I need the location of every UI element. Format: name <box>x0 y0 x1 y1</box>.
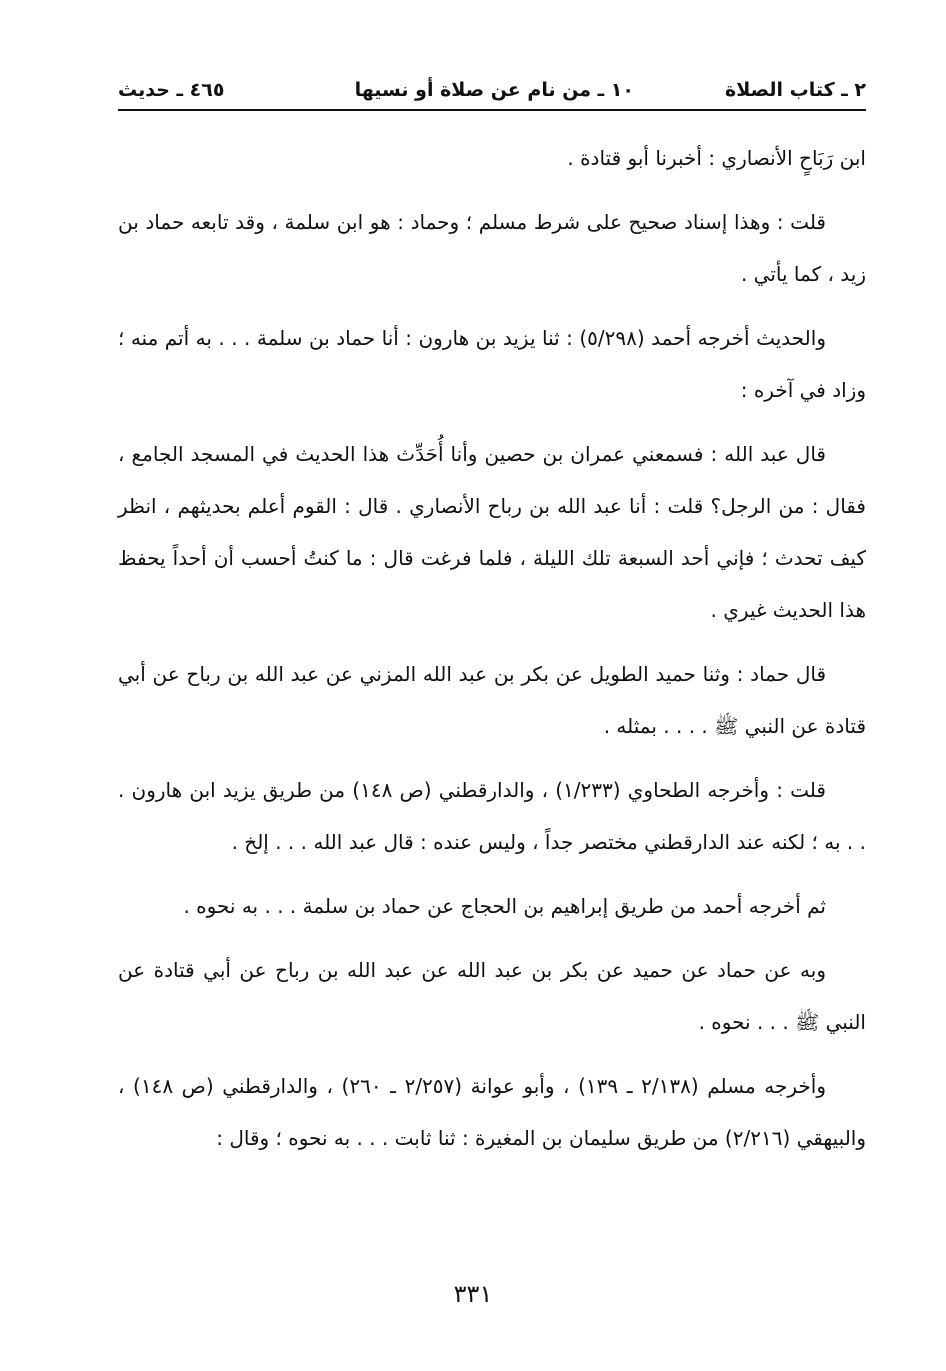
header-chapter: ٢ ـ كتاب الصلاة <box>725 79 866 101</box>
paragraph: قال عبد الله : فسمعني عمران بن حصين وأنا أُحَدِّث هذا الحديث في المسجد الجامع ، فقال : من الرجل؟ قلت : أنا عبد الله بن رباح الأنصاري . قال : القوم أعلم بحديثهم ، انظر كيف تحدث ؛ فإني أحد السبعة تلك الليلة ، فلما فرغت قال : ما كنتُ أحسب أن أحداً يحفظ هذا الحديث غيري . <box>118 442 866 622</box>
paragraph: وأخرجه مسلم (٢/١٣٨ ـ ١٣٩) ، وأبو عوانة (٢/٢٥٧ ـ ٢٦٠) ، والدارقطني (ص ١٤٨) ، والبيهقي (٢/٢١٦) من طريق سليمان بن المغيرة : ثنا ثابت . . . به نحوه ؛ وقال : <box>118 1074 866 1150</box>
paragraph: قلت : وهذا إسناد صحيح على شرط مسلم ؛ وحماد : هو ابن سلمة ، وقد تابعه حماد بن زيد ، كما يأتي . <box>118 210 866 286</box>
header-section: ١٠ ـ من نام عن صلاة أو نسيها <box>354 79 634 101</box>
page-number: ٣٣١ <box>453 1280 493 1308</box>
paragraph: ابن رَبَاحٍ الأنصاري : أخبرنا أبو قتادة . <box>567 146 866 170</box>
main-text <box>118 132 866 1176</box>
paragraph: قال حماد : وثنا حميد الطويل عن بكر بن عبد الله المزني عن عبد الله بن رباح عن أبي قتادة عن النبي ﷺ . . . . بمثله . <box>118 662 866 738</box>
paragraph: والحديث أخرجه أحمد (٥/٢٩٨) : ثنا يزيد بن هارون : أنا حماد بن سلمة . . . به أتم منه ؛ وزاد في آخره : <box>118 326 866 402</box>
header-rule <box>118 109 866 111</box>
paragraph: قلت : وأخرجه الطحاوي (١/٢٣٣) ، والدارقطني (ص ١٤٨) من طريق يزيد ابن هارون . . . به ؛ لكنه عند الدارقطني مختصر جداً ، وليس عنده : قال عبد الله . . . إلخ . <box>118 778 866 854</box>
running-header <box>118 72 866 108</box>
paragraph: ثم أخرجه أحمد من طريق إبراهيم بن الحجاج عن حماد بن سلمة . . . به نحوه . <box>183 894 826 918</box>
paragraph: وبه عن حماد عن حميد عن بكر بن عبد الله عن عبد الله بن رباح عن أبي قتادة عن النبي ﷺ . . . نحوه . <box>118 958 866 1034</box>
header-hadith-number: ٤٦٥ ـ حديث <box>118 79 225 101</box>
